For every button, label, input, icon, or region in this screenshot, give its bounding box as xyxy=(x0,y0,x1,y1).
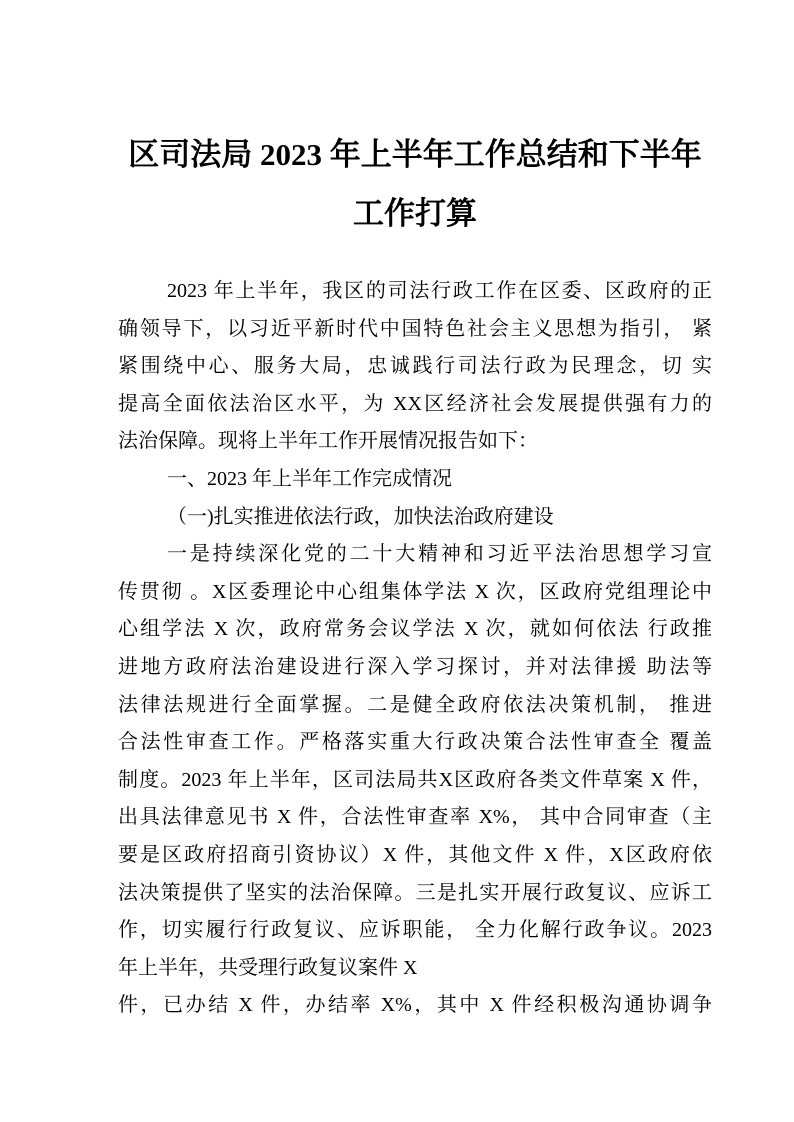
body-line: 件，已办结 X 件，办结率 X%，其中 X 件经积极沟通协调争 xyxy=(118,994,712,1017)
body-line: 年上半年，共受理行政复议案件 X xyxy=(118,956,418,979)
body-line: 合法性审查工作。严格落实重大行政决策合法性审查全 覆盖 xyxy=(118,731,712,754)
body-line: 进地方政府法治建设进行深入学习探讨，并对法律援 助法等 xyxy=(118,655,712,678)
document-title xyxy=(118,125,712,243)
body-line: （一)扎实推进依法行政，加快法治政府建设 xyxy=(167,505,554,528)
body-line: 法治保障。现将上半年工作开展情况报告如下： xyxy=(118,430,538,453)
body-line: 提高全面依法治区水平，为 XX区经济社会发展提供强有力的 xyxy=(118,392,712,415)
document-body xyxy=(118,273,712,1025)
body-line: 心组学法 X 次，政府常务会议学法 X 次，就如何依法 行政推 xyxy=(118,618,712,641)
title-line-1: 区司法局 2023 年上半年工作总结和下半年 xyxy=(128,137,702,172)
body-line: 法律法规进行全面掌握。二是健全政府依法决策机制， 推进 xyxy=(118,693,712,716)
body-line: 要是区政府招商引资协议）X 件，其他文件 X 件，X区政府依 xyxy=(118,843,712,866)
body-line: 出具法律意见书 X 件，合法性审查率 X%， 其中合同审查（主 xyxy=(118,806,712,829)
body-line: 法决策提供了坚实的法治保障。三是扎实开展行政复议、应诉工 xyxy=(118,881,712,904)
body-line: 紧围绕中心、服务大局，忠诚践行司法行政为民理念，切 实 xyxy=(118,355,712,378)
body-line: 2023 年上半年，我区的司法行政工作在区委、区政府的正 xyxy=(167,280,712,302)
body-line: 一是持续深化党的二十大精神和习近平法治思想学习宣 xyxy=(167,543,712,566)
body-line: 作，切实履行行政复议、应诉职能， 全力化解行政争议。2023 xyxy=(118,919,712,942)
body-line: 确领导下，以习近平新时代中国特色社会主义思想为指引， 紧 xyxy=(118,317,712,340)
body-line: 制度。2023 年上半年，区司法局共X区政府各类文件草案 X 件， xyxy=(118,768,712,791)
body-line: 传贯彻 。X区委理论中心组集体学法 X 次，区政府党组理论中 xyxy=(118,580,712,603)
title-line-2: 工作打算 xyxy=(353,196,477,231)
document-content xyxy=(118,125,712,1025)
body-line: 一、2023 年上半年工作完成情况 xyxy=(167,467,452,490)
